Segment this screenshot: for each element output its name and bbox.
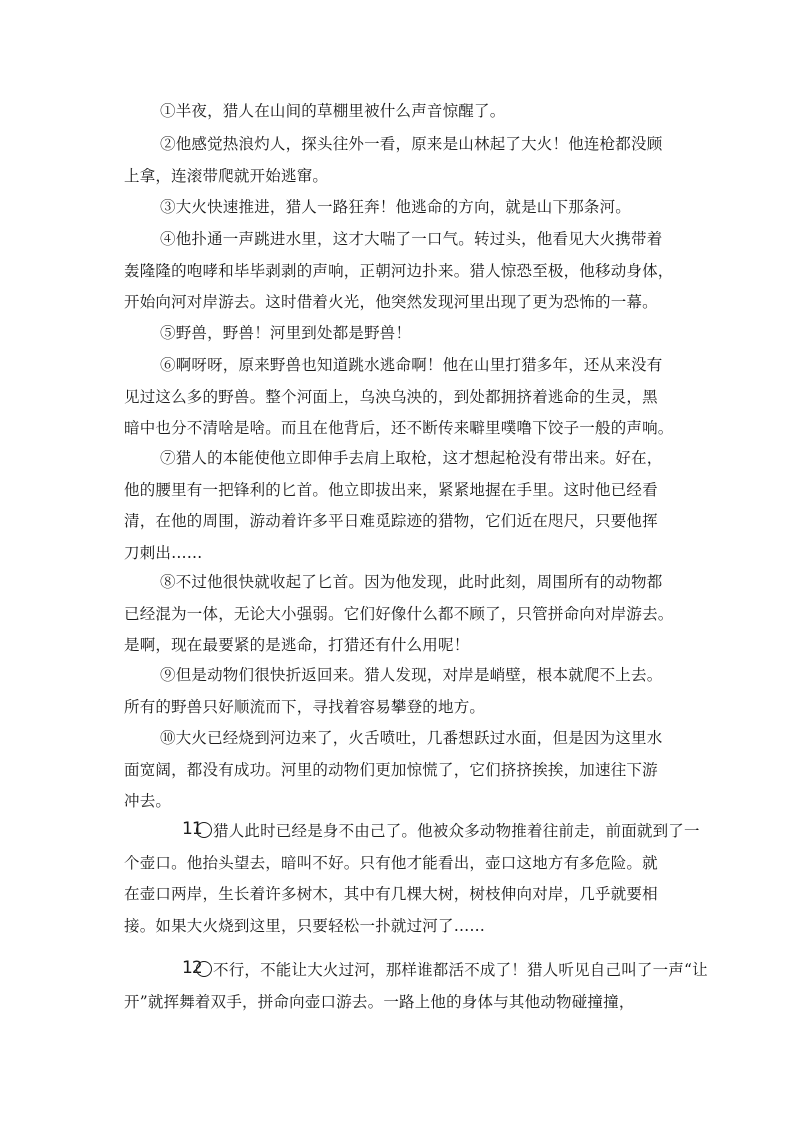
paragraph-3 bbox=[124, 192, 676, 224]
paragraph-line: 开”就挥舞着双手，拼命向壶口游去。一路上他的身体与其他动物碰撞撞， bbox=[124, 992, 635, 1011]
paragraph-number-marker bbox=[160, 955, 213, 987]
paragraph-line: ⑩大火已经烧到河边来了，火舌喷吐，几番想跃过水面，但是因为这里水 bbox=[160, 729, 663, 747]
paragraph-line: ①半夜，猎人在山间的草棚里被什么声音惊醒了。 bbox=[160, 102, 506, 120]
paragraph-text: 猎人此时已经是身不由己了。他被众多动物推着往前走，前面就到了一 bbox=[213, 822, 700, 840]
paragraph-line: 暗中也分不清啥是啥。而且在他背后，还不断传来噼里噗噜下饺子一般的声响。 bbox=[124, 419, 674, 437]
paragraph-line: ⑧不过他很快就收起了匕首。因为他发现，此时此刻，周围所有的动物都 bbox=[160, 573, 663, 591]
paragraph-line: ④他扑通一声跳进水里，这才大喘了一口气。转过头，他看见大火携带着 bbox=[160, 230, 663, 248]
paragraph-2 bbox=[124, 129, 676, 192]
paragraph-7 bbox=[124, 443, 676, 569]
paragraph-line: 轰隆隆的咆哮和毕毕剥剥的声响，正朝河边扑来。猎人惊恐至极，他移动身体， bbox=[124, 261, 674, 280]
paragraph-9 bbox=[124, 660, 676, 723]
paragraph-line: 他的腰里有一把锋利的匕首。他立即拔出来，紧紧地握在手里。这时他已经看 bbox=[124, 480, 658, 499]
paragraph-line: ③大火快速推进，猎人一路狂奔！他逃命的方向，就是山下那条河。 bbox=[160, 198, 632, 216]
paragraph-line: 面宽阔，都没有成功。河里的动物们更加惊慌了，它们挤挤挨挨，加速往下游 bbox=[124, 760, 658, 779]
paragraph-text: 不行，不能让大火过河，那样谁都活不成了！猎人听见自己叫了一声“让 bbox=[213, 961, 708, 979]
paragraph-line bbox=[124, 955, 708, 987]
paragraph-line: 已经混为一体，无论大小强弱。它们好像什么都不顾了，只管拼命向对岸游去。 bbox=[124, 604, 674, 623]
paragraph-line: ⑥啊呀呀，原来野兽也知道跳水逃命啊！他在山里打猎多年，还从来没有 bbox=[160, 356, 663, 374]
paragraph-line: 见过这么多的野兽。整个河面上，乌泱乌泱的，到处都拥挤着逃命的生灵，黑 bbox=[124, 387, 658, 406]
paragraph-5 bbox=[124, 318, 676, 350]
paragraph-4 bbox=[124, 224, 676, 319]
paragraph-line: 是啊，现在最要紧的是逃命，打猎还有什么用呢！ bbox=[124, 636, 470, 654]
paragraph-line: ⑦猎人的本能使他立即伸手去肩上取枪，这才想起枪没有带出来。好在， bbox=[160, 449, 663, 467]
paragraph-8 bbox=[124, 567, 676, 662]
overlapping-number: 12 bbox=[182, 958, 202, 978]
paragraph-line: 在壶口两岸，生长着许多树木，其中有几棵大树，树枝伸向对岸，几乎就要相 bbox=[124, 885, 658, 903]
paragraph-line: ②他感觉热浪灼人，探头往外一看，原来是山林起了大火！他连枪都没顾 bbox=[160, 135, 663, 153]
paragraph-line: 刀刺出…… bbox=[124, 543, 203, 562]
paragraph-11 bbox=[124, 816, 700, 942]
paragraph-line: 上拿，连滚带爬就开始逃窜。 bbox=[124, 166, 329, 185]
paragraph-10 bbox=[124, 723, 676, 818]
paragraph-line: 冲去。 bbox=[124, 792, 172, 810]
paragraph-line: 清，在他的周围，游动着许多平日难觅踪迹的猎物，它们近在咫尺，只要他挥 bbox=[124, 512, 658, 530]
circle-marker-icon bbox=[196, 961, 212, 977]
paragraph-line: ⑤野兽，野兽！河里到处都是野兽！ bbox=[160, 324, 412, 342]
paragraph-12 bbox=[124, 955, 708, 1018]
paragraph-number-marker bbox=[160, 816, 213, 848]
paragraph-line bbox=[124, 816, 700, 848]
overlapping-number: 11 bbox=[182, 819, 202, 839]
paragraph-line: ⑨但是动物们很快折返回来。猎人发现，对岸是峭壁，根本就爬不上去。 bbox=[160, 666, 663, 684]
paragraph-line: 开始向河对岸游去。这时借着火光，他突然发现河里出现了更为恐怖的一幕。 bbox=[124, 293, 658, 311]
paragraph-line: 所有的野兽只好顺流而下，寻找着容易攀登的地方。 bbox=[124, 697, 486, 716]
circle-marker-icon bbox=[196, 822, 212, 838]
paragraph-line: 个壶口。他抬头望去，暗叫不好。只有他才能看出，壶口这地方有多危险。就 bbox=[124, 853, 658, 872]
paragraph-6 bbox=[124, 350, 676, 445]
paragraph-1 bbox=[124, 96, 676, 128]
paragraph-line: 接。如果大火烧到这里，只要轻松一扑就过河了…… bbox=[124, 916, 486, 935]
